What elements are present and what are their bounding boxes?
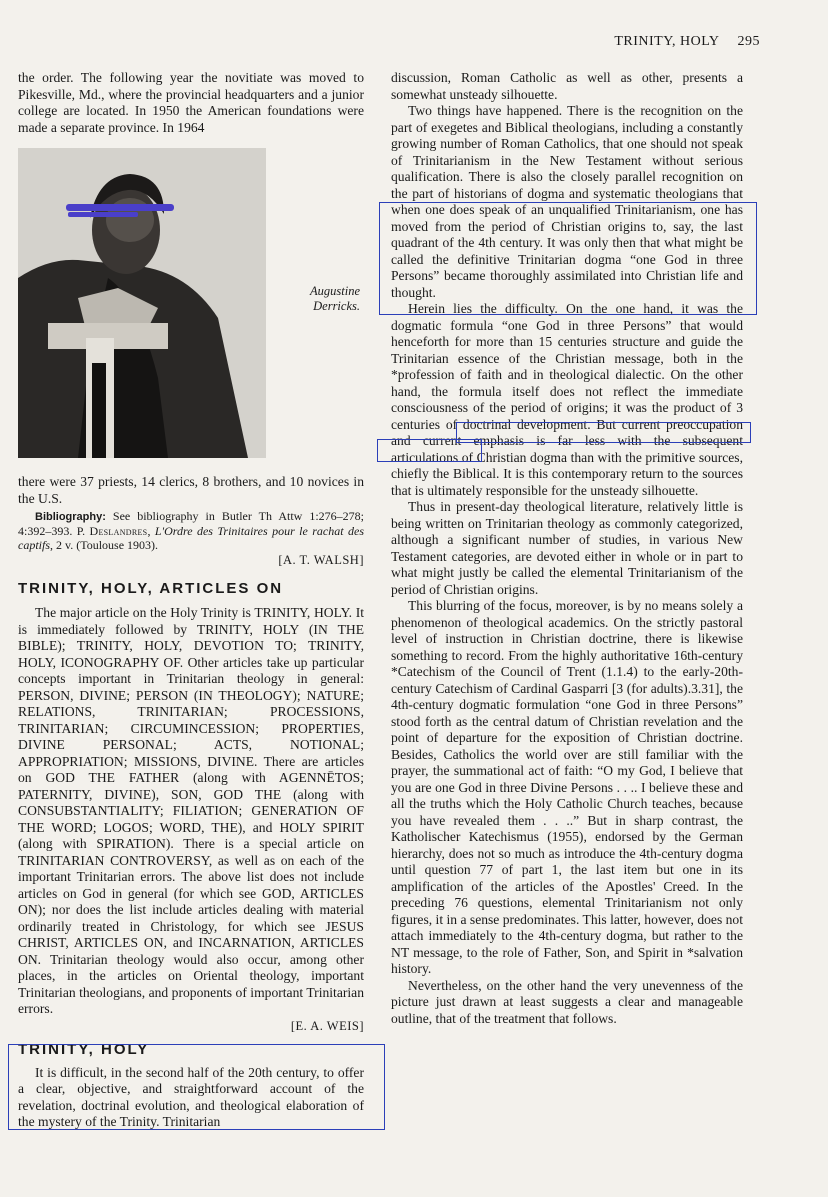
signature-weis: [E. A. WEIS] — [290, 1018, 364, 1033]
paragraph-r4: Thus in present-day theological literature, relatively little is being written on Trinitarian theology as commonly categorized, although a significant number of studies, in various New Testament categories, are devoted either in whole or in part to what might justly be called the elemental Trinitarianism of the period of Christian origins. — [391, 499, 743, 597]
highlight-box-historians — [379, 202, 757, 315]
paragraph-r6: Nevertheless, on the other hand the very unevenness of the picture just drawn at least suggests a clear and manageable outline, that of the treatment that follows. — [391, 977, 743, 1026]
heading-trinity-holy: TRINITY, HOLY — [18, 1041, 150, 1058]
paragraph-articles: The major article on the Holy Trinity is TRINITY, HOLY. It is immediately followed by TRINITY, HOLY (IN THE BIBLE); TRINITY, HOLY, DEVOTION TO; TRINITY, HOLY, ICONOGRAPHY OF. Other articles take up particular concepts important in Trinitarian theology in general: PERSON, DIVINE; PERSON (IN THEOLOGY); NATURE; RELATIONS, TRINITARIAN; PROCESSIONS, TRINITARIAN; CIRCUMINCESSION; PROPERTIES, DIVINE PERSONAL; ACTS, NOTIONAL; APPROPRIATION; MISSIONS, DIVINE. There are articles on GOD THE FATHER (along with AGENNĒTOS; PATERNITY, DIVINE), SON, GOD THE (along with CONSUBSTANTIALITY; FILIATION; GENERATION OF THE WORD; LOGOS; WORD, THE), and HOLY SPIRIT (along with SPIRATION). There is a special article on TRINITARIAN CONTROVERSY, as well as on each of the important Trinitarian errors. The above list does not include articles on God in general (for which see GOD, ARTICLES ON); nor does the list include articles dealing with material ordinarily treated in Christology, for which see JESUS CHRIST, ARTICLES ON, and INCARNATION, ARTICLES ON. Trinitarian theology would also occur, among other places, in the articles on Oriental theology, important Trinitarian theologians, and proponents of important Trinitarian errors. — [18, 605, 364, 1016]
highlight-box-product — [456, 422, 751, 443]
heading-articles-on: TRINITY, HOLY, ARTICLES ON — [18, 579, 284, 597]
highlight-box-trinity-intro — [8, 1041, 385, 1130]
portrait-illustration — [18, 148, 266, 458]
highlight-box-development — [377, 439, 482, 462]
bibliography — [18, 509, 364, 552]
paragraph-r3: Herein lies the difficulty. On the one hand, it was the dogmatic formula “one God in three Persons” that would henceforth for more than 15 centuries structure and guide the Trinitarian essence of the Christian message, both in the *profession of faith and in theological dialectic. On the other hand, the formula itself does not reflect the immediate consciousness of the period of origins; it was the product of 3 centuries of doctrinal development. But current preoccupation and current emphasis is far less with the subsequent articulations of Christian dogma than with the primitive sources, chiefly the Biblical. It is this contemporary return to the sources that is ultimately responsible for the unsteady silhouette. — [391, 301, 743, 498]
left-column — [18, 70, 364, 1131]
paragraph-after-figure: there were 37 priests, 14 clerics, 8 brothers, and 10 novices in the U.S. — [18, 474, 364, 506]
signature-walsh: [A. T. WALSH] — [278, 553, 364, 567]
paragraph-trinity-intro: It is difficult, in the second half of the 20th century, to offer a clear, objective, and straightforward account of the revelation, doctrinal evolution, and theological elaboration of the mystery of the Trinity. Trinitarian — [18, 1064, 364, 1129]
figure — [18, 148, 364, 460]
paragraph-r2: Two things have happened. There is the recognition on the part of exegetes and Biblical theologians, including a constantly growing number of Roman Catholics, that one should not speak of Trinitarianism in the New Testament without serious qualification. There is also the closely parallel recognition on the part of historians of dogma and systematic theologians that when one does speak of an unqualified Trinitarianism, one has moved from the period of Christian origins to, say, the last quadrant of the 4th century. It was only then that what might be called the definitive Trinitarian dogma “one God in three Persons” became thoroughly assimilated into Christian life and thought. — [391, 103, 743, 300]
portrait-photo — [18, 148, 266, 458]
figure-caption: Augustine Derricks. — [310, 284, 360, 313]
running-title: TRINITY, HOLY — [614, 34, 720, 49]
bibliography-author: Deslandres — [89, 524, 148, 538]
bibliography-end: , 2 v. (Toulouse 1903). — [50, 538, 159, 552]
paragraph-r5: This blurring of the focus, moreover, is by no means solely a phenomenon of theological academics. On the strictly pastoral level of instruction in Christian doctrine, there is likewise something to record. From the highly authoritative 16th-century *Catechism of the Council of Trent (1.1.4) to the early-20th-century Catechism of Cardinal Gasparri [3 (for adults).3.31], the 4th-century dogmatic formulation “one God in three Persons” stood forth as the central datum of Christian revelation and the point of departure for the exposition of Christian doctrine. Besides, Catholics the world over are still familiar with the prayer, the summational act of faith: “O my God, I believe that you are one God in three Divine Persons . . .. I believe these and all the truths which the Holy Catholic Church teaches, because you have revealed them . . ..” But in sharp contrast, the Katholischer Katechismus (1955), endorsed by the German hierarchy, does not so much as introduce the 4th-century dogma until question 77 of part 1, the last item but one in its amplification of the articles of the Apostles' Creed. In the preceding 76 questions, elemental Trinitarianism not only figures, it in a sense predominates. This latter, however, does not attach immediately to the 4th-century dogma, but rather to the NT message, to the role of Father, Son, and Spirit in *salvation history. — [391, 598, 744, 976]
paragraph-r1: discussion, Roman Catholic as well as other, presents a somewhat unsteady silhouette. — [391, 70, 743, 102]
running-header — [560, 34, 760, 50]
bibliography-title: L'Ordre des Trinitaires pour le rachat des captifs — [18, 524, 364, 552]
page-number: 295 — [737, 34, 760, 49]
paragraph-intro: the order. The following year the novitiate was moved to Pikesville, Md., where the provincial headquarters and a junior college are located. In 1950 the American foundations were made a separate province. In 1964 — [18, 70, 364, 135]
bibliography-text: See bibliography in Butler Th Attw 1:276–278; 4:392–393. P. — [18, 509, 364, 538]
bibliography-label: Bibliography: — [35, 511, 106, 523]
bibliography-sep: , — [147, 524, 155, 538]
